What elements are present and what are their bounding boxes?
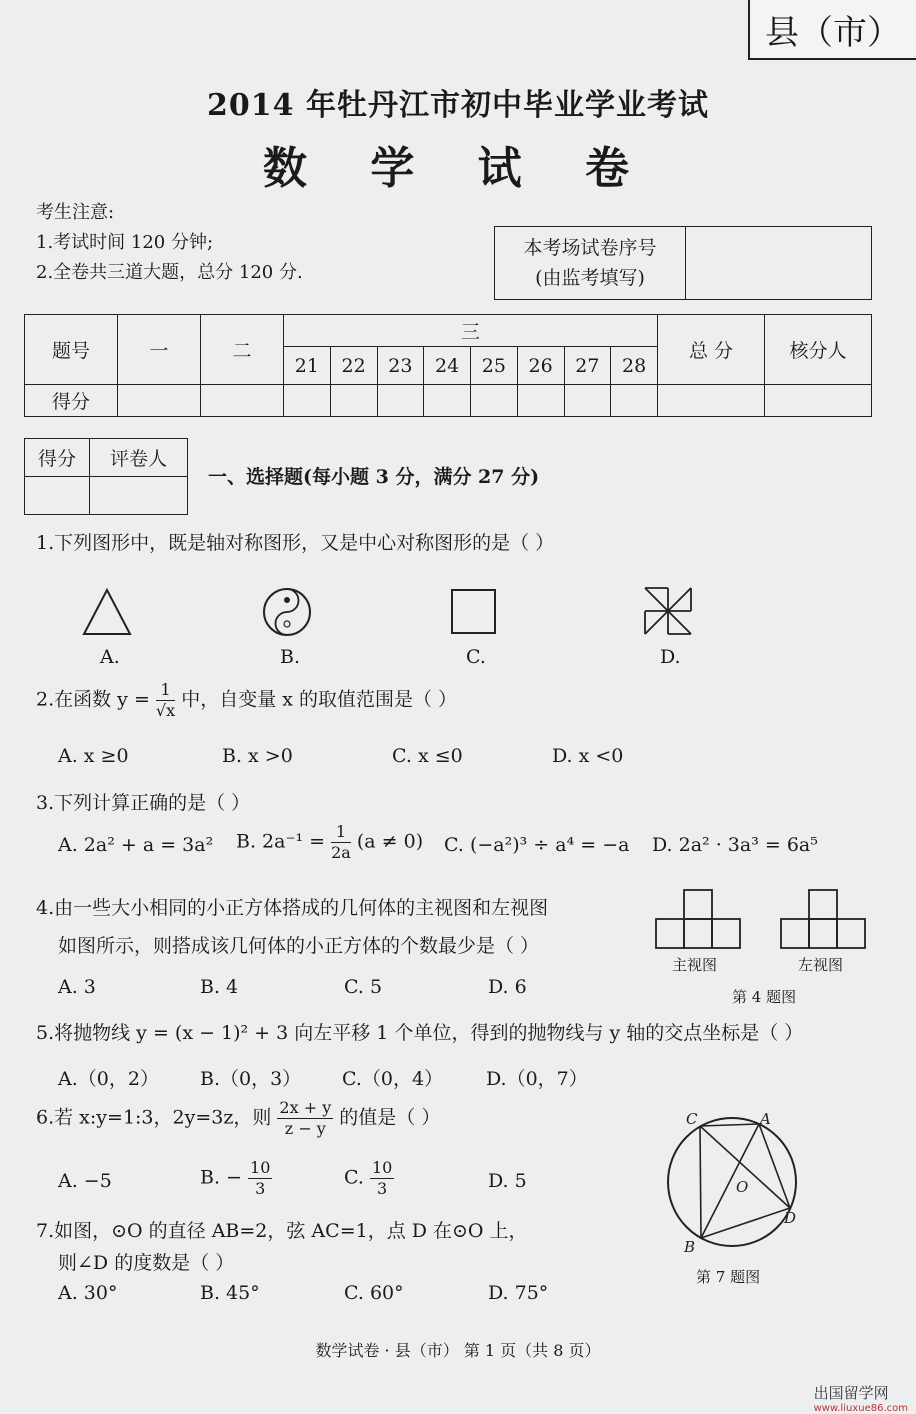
q7-option-c: C. 60° — [344, 1282, 404, 1304]
col-part-three: 三 — [284, 315, 658, 347]
q3-option-b-suffix: (a ≠ 0) — [356, 830, 424, 853]
q6-numerator: 2x + y — [279, 1098, 332, 1117]
question-7-line-2: 则∠D 的度数是（ ） — [58, 1252, 235, 1274]
col-part-two: 二 — [201, 315, 284, 385]
q2-option-b: B. x >0 — [222, 745, 293, 767]
col-q23: 23 — [377, 347, 424, 385]
question-7-line-1: 7.如图，⊙O 的直径 AB=2，弦 AC=1，点 D 在⊙O 上， — [36, 1220, 528, 1242]
chord-ac — [700, 1124, 759, 1126]
q3-option-c: C. (−a²)³ ÷ a⁴ = −a — [444, 834, 630, 856]
question-4-line-2: 如图所示，则搭成该几何体的小正方体的个数最少是（ ） — [58, 935, 540, 957]
q1-label-d: D. — [660, 646, 681, 668]
serial-label-2: (由监考填写) — [535, 267, 645, 289]
serial-label-1: 本考场试卷序号 — [523, 237, 657, 259]
col-q24: 24 — [424, 347, 471, 385]
q7-option-a: A. 30° — [58, 1282, 118, 1304]
q6-option-c-denominator: 3 — [377, 1179, 388, 1198]
section-heading: 一、选择题(每小题 3 分，满分 27 分) — [208, 466, 540, 488]
notice-heading: 考生注意: — [36, 202, 115, 223]
q3-option-b-denominator: 2a — [331, 843, 351, 862]
watermark-name: 出国留学网 — [813, 1384, 889, 1402]
q5-option-d: D.（0，7） — [486, 1068, 588, 1090]
row-label-question: 题号 — [25, 315, 118, 385]
row-label-score: 得分 — [25, 385, 118, 417]
paper-subtitle: 数 学 试 卷 — [263, 143, 653, 194]
q1-label-a: A. — [100, 646, 120, 668]
q4-option-a: A. 3 — [58, 976, 96, 998]
q6-option-d: D. 5 — [488, 1170, 527, 1192]
q3-option-b-numerator: 1 — [331, 822, 351, 843]
col-q25: 25 — [471, 347, 518, 385]
point-b-label: B — [684, 1238, 696, 1256]
q4-option-c: C. 5 — [344, 976, 383, 998]
q3-option-d: D. 2a² · 3a³ = 6a⁵ — [652, 834, 818, 856]
q6-denominator: z − y — [284, 1119, 326, 1138]
page-footer: 数学试卷 · 县（市） 第 1 页（共 8 页） — [315, 1341, 601, 1360]
q6-option-b-numerator: 10 — [250, 1158, 271, 1177]
q6-suffix: 的值是（ ） — [339, 1106, 441, 1129]
q2-denominator: √x — [155, 701, 176, 720]
question-3: 3.下列计算正确的是（ ） — [36, 792, 251, 814]
col-q28: 28 — [611, 347, 658, 385]
q7-figure-caption: 第 7 题图 — [696, 1268, 761, 1286]
q2-option-d: D. x <0 — [552, 745, 624, 767]
col-checker: 核分人 — [765, 315, 872, 385]
q4-option-d: D. 6 — [488, 976, 527, 998]
q1-label-c: C. — [466, 646, 486, 668]
q4-figure-caption: 第 4 题图 — [732, 988, 797, 1006]
q3-option-a: A. 2a² + a = 3a² — [58, 834, 214, 856]
q2-option-c: C. x ≤0 — [392, 745, 463, 767]
exam-title: 2014 年牡丹江市初中毕业学业考试 — [207, 88, 709, 123]
col-q26: 26 — [517, 347, 564, 385]
grader-score-label: 得分 — [25, 439, 90, 477]
point-a-label: A — [760, 1110, 771, 1128]
front-view-caption: 主视图 — [672, 956, 718, 974]
notice-line-1: 1.考试时间 120 分钟; — [36, 232, 214, 253]
chord-ad — [759, 1124, 790, 1208]
q6-prefix: 6.若 x:y=1:3，2y=3z，则 — [36, 1106, 272, 1129]
col-part-one: 一 — [118, 315, 201, 385]
q6-option-c-numerator: 10 — [371, 1158, 393, 1177]
county-label: 县（市） — [748, 0, 916, 60]
q6-option-a: A. −5 — [58, 1170, 112, 1192]
q6-option-b-denominator: 3 — [255, 1179, 266, 1198]
notice-line-2: 2.全卷共三道大题，总分 120 分. — [36, 262, 303, 283]
point-c-label: C — [686, 1110, 698, 1128]
watermark-url: www.liuxue86.com — [813, 1403, 908, 1414]
q5-option-b: B.（0，3） — [200, 1068, 302, 1090]
point-d-label: D — [784, 1209, 797, 1227]
q1-label-b: B. — [280, 646, 301, 668]
q5-option-a: A.（0，2） — [58, 1068, 159, 1090]
chord-cb — [700, 1126, 701, 1238]
q3-option-b-prefix: B. 2a⁻¹ = — [236, 830, 326, 853]
col-total: 总 分 — [658, 315, 765, 385]
q7-option-d: D. 75° — [488, 1282, 549, 1304]
question-5: 5.将抛物线 y = (x − 1)² + 3 向左平移 1 个单位，得到的抛物线与 y 轴的交点坐标是（ ） — [36, 1022, 804, 1044]
q6-option-b-prefix: B. − — [200, 1166, 242, 1189]
left-view-caption: 左视图 — [798, 956, 844, 974]
q2-numerator: 1 — [156, 680, 175, 701]
col-q21: 21 — [284, 347, 331, 385]
watermark-logo — [814, 1382, 908, 1414]
point-o-label: O — [736, 1178, 749, 1196]
grader-label: 评卷人 — [90, 439, 188, 477]
col-q27: 27 — [564, 347, 611, 385]
q5-option-c: C.（0，4） — [342, 1068, 444, 1090]
q2-prefix: 2.在函数 y = — [36, 688, 150, 711]
question-1: 1.下列图形中，既是轴对称图形，又是中心对称图形的是（ ） — [36, 532, 555, 554]
question-4-line-1: 4.由一些大小相同的小正方体搭成的几何体的主视图和左视图 — [36, 897, 549, 919]
q4-option-b: B. 4 — [200, 976, 239, 998]
q2-option-a: A. x ≥0 — [58, 745, 129, 767]
q7-option-b: B. 45° — [200, 1282, 260, 1304]
q6-option-c-prefix: C. — [344, 1166, 364, 1189]
q2-suffix: 中，自变量 x 的取值范围是（ ） — [181, 688, 458, 711]
col-q22: 22 — [330, 347, 377, 385]
